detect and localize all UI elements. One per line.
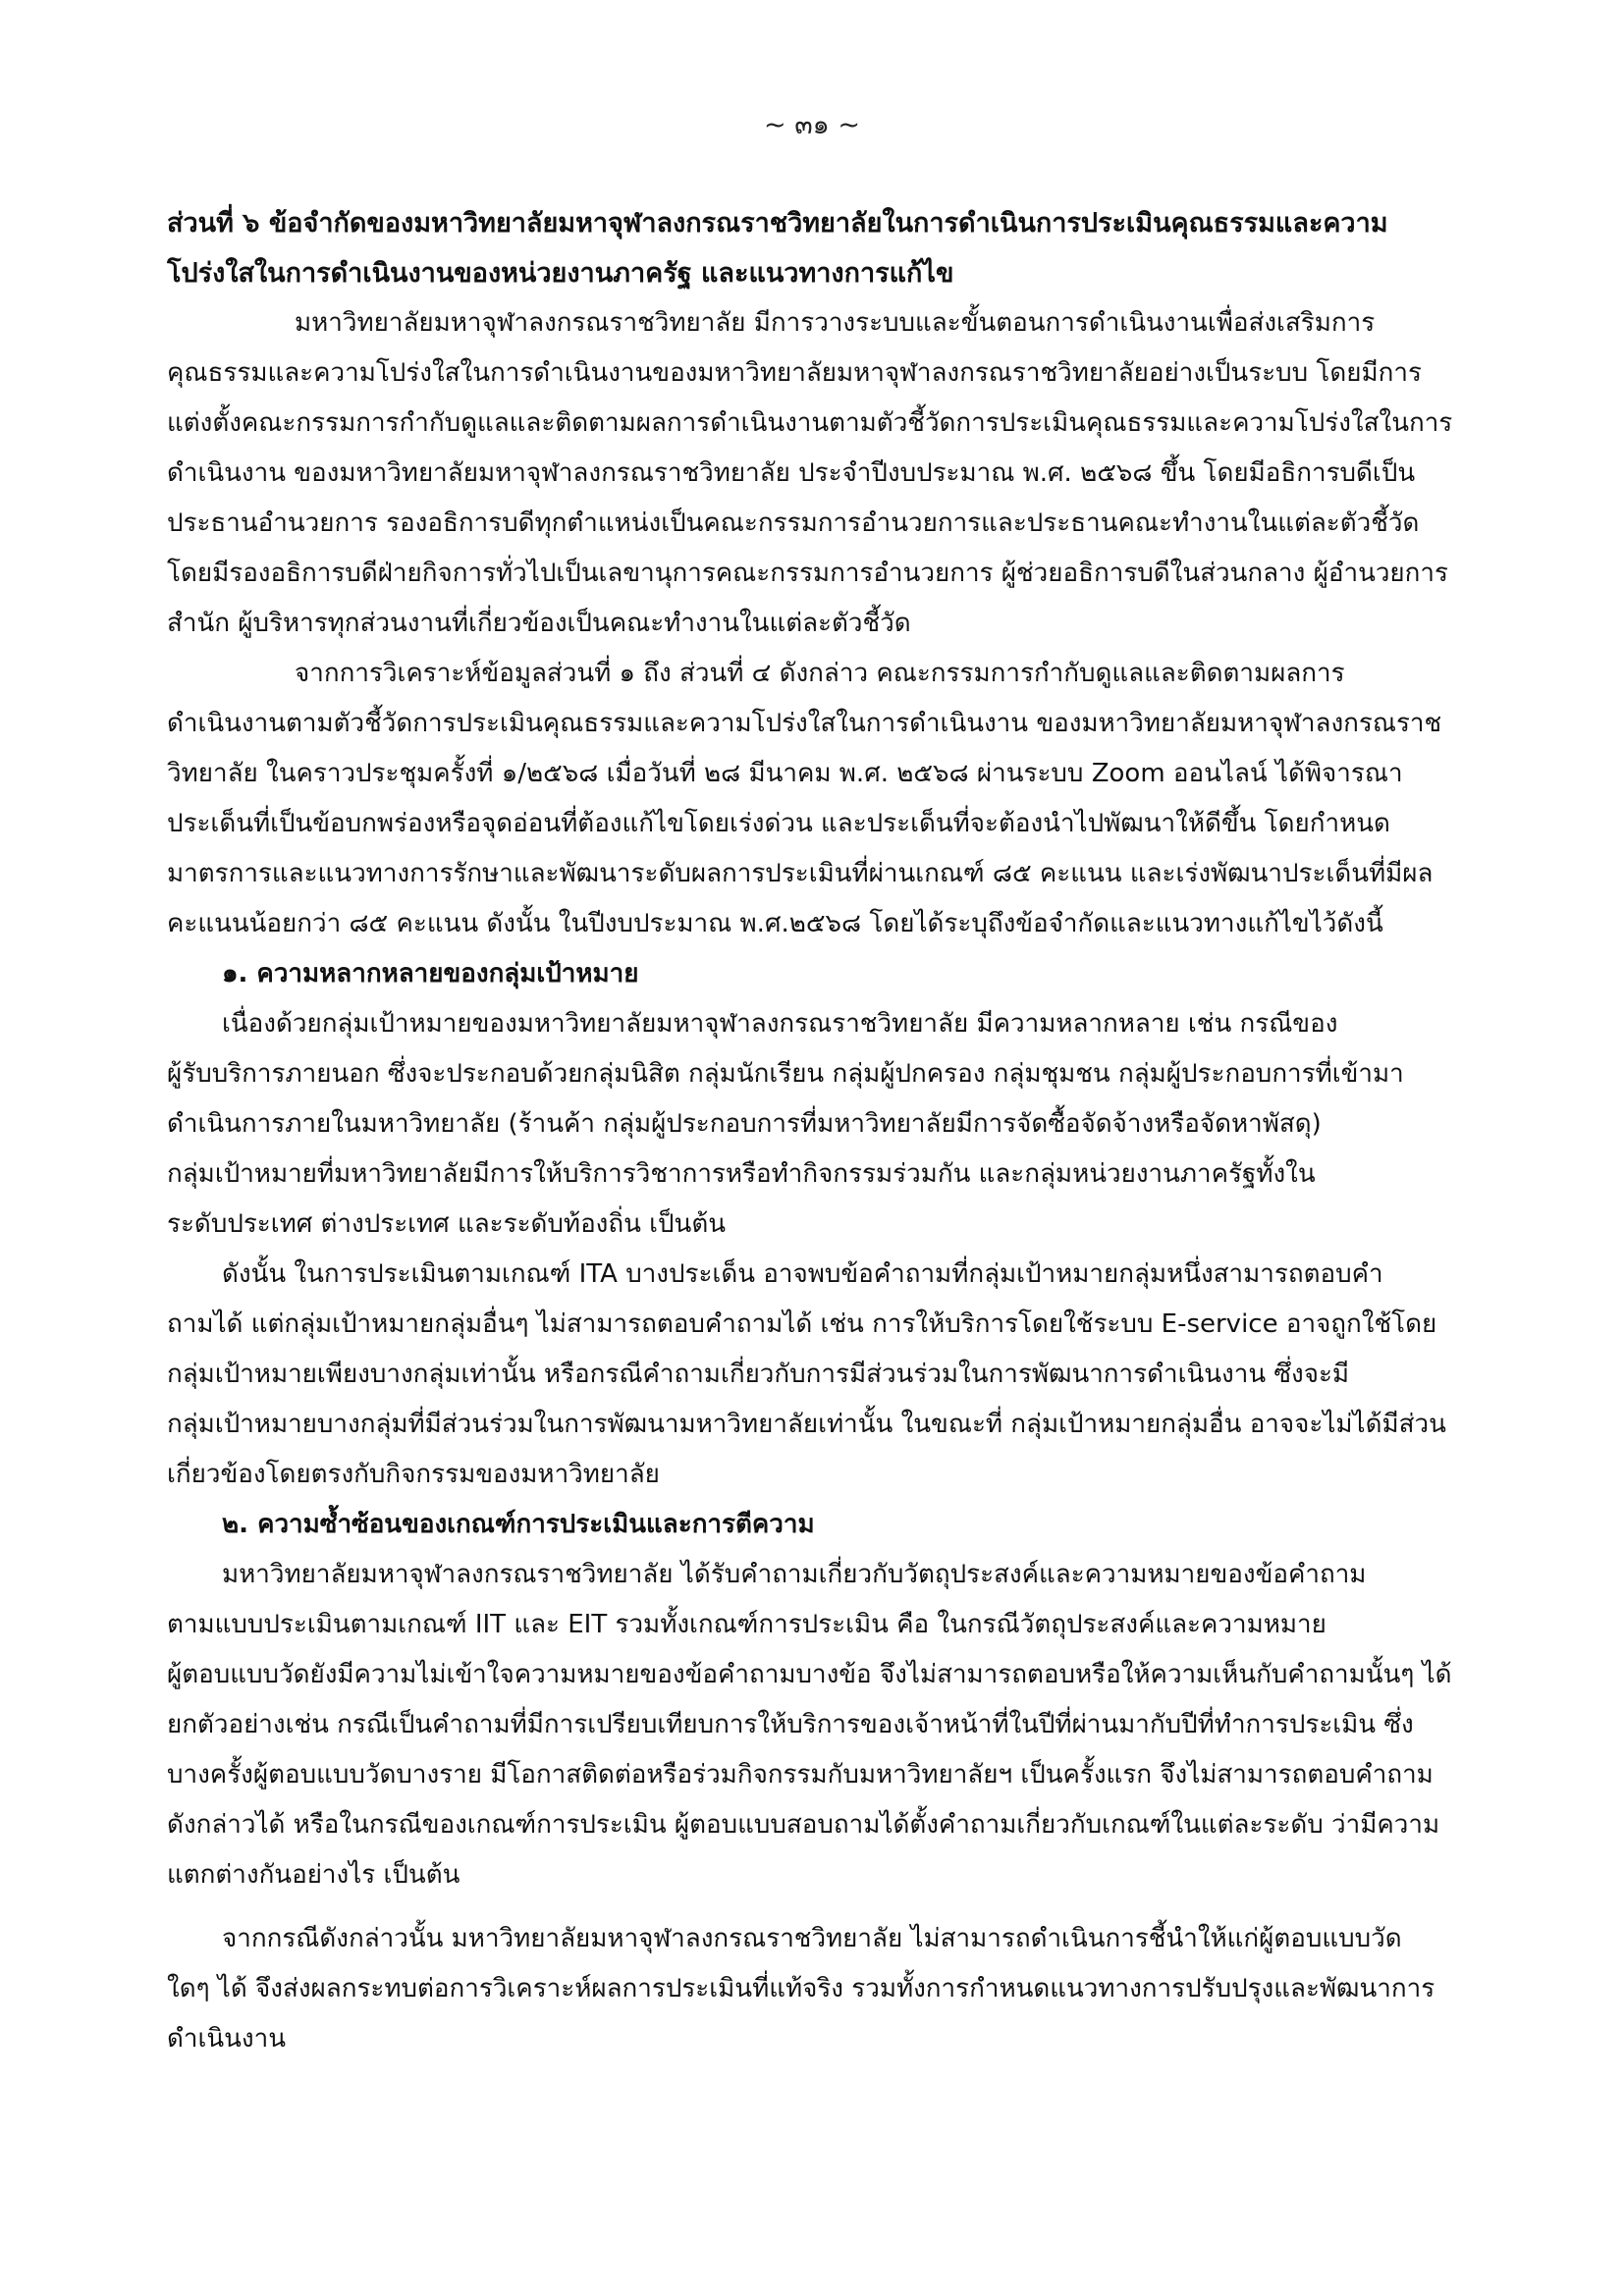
paragraph-line: คะแนนน้อยกว่า ๘๕ คะแนน ดังนั้น ในปีงบประมาณ พ.ศ.๒๕๖๘ โดยได้ระบุถึงข้อจำกัดและแนวทางแก้ไขไว้ดังนี้: [167, 909, 1383, 938]
paragraph-line: สำนัก ผู้บริหารทุกส่วนงานที่เกี่ยวข้องเป็นคณะทำงานในแต่ละตัวชี้วัด: [167, 609, 911, 638]
paragraph-line: มหาวิทยาลัยมหาจุฬาลงกรณราชวิทยาลัย ได้รับคำถามเกี่ยวกับวัตถุประสงค์และความหมายของข้อคำถาม: [222, 1560, 1367, 1589]
paragraph-line: ดำเนินงาน ของมหาวิทยาลัยมหาจุฬาลงกรณราชวิทยาลัย ประจำปีงบประมาณ พ.ศ. ๒๕๖๘ ขึ้น โดยมีอธิการบดีเป็น: [167, 458, 1416, 488]
paragraph-line: แตกต่างกันอย่างไร เป็นต้น: [167, 1860, 460, 1890]
paragraph-line: ยกตัวอย่างเช่น กรณีเป็นคำถามที่มีการเปรียบเทียบการให้บริการของเจ้าหน้าที่ในปีที่ผ่านมากับปีที่ทำการประเมิน ซึ่ง: [167, 1710, 1414, 1739]
section-title-line: โปร่งใสในการดำเนินงานของหน่วยงานภาครัฐ และแนวทางการแก้ไข: [167, 258, 954, 289]
item1-paragraph-1: [167, 999, 1468, 1250]
paragraph-line: จากการวิเคราะห์ข้อมูลส่วนที่ ๑ ถึง ส่วนที่ ๔ ดังกล่าว คณะกรรมการกำกับดูแลและติดตามผลการ: [295, 659, 1345, 688]
paragraph-line: กลุ่มเป้าหมายบางกลุ่มที่มีส่วนร่วมในการพัฒนามหาวิทยาลัยเท่านั้น ในขณะที่ กลุ่มเป้าหมายกลุ่มอื่น อาจจะไม่ได้มีส่วน: [167, 1410, 1446, 1439]
paragraph-line: บางครั้งผู้ตอบแบบวัดบางราย มีโอกาสติดต่อหรือร่วมกิจกรรมกับมหาวิทยาลัยฯ เป็นครั้งแรก จึงไม่สามารถตอบคำถาม: [167, 1760, 1434, 1789]
item1-paragraph-2: [167, 1250, 1468, 1500]
paragraph-line: ใดๆ ได้ จึงส่งผลกระทบต่อการวิเคราะห์ผลการประเมินที่แท้จริง รวมทั้งการกำหนดแนวทางการปรับปรุงและพัฒนาการ: [167, 1974, 1435, 2003]
section-heading: ๑. ความหลากหลายของกลุ่มเป้าหมาย: [222, 959, 639, 988]
paragraph-line: จากกรณีดังกล่าวนั้น มหาวิทยาลัยมหาจุฬาลงกรณราชวิทยาลัย ไม่สามารถดำเนินการชี้นำให้แก่ผู้ตอบแบบวัด: [222, 1924, 1402, 1953]
document-body: [167, 198, 1468, 2064]
heading-1: [167, 949, 1468, 999]
paragraph-line: ประธานอำนวยการ รองอธิการบดีทุกตำแหน่งเป็นคณะกรรมการอำนวยการและประธานคณะทำงานในแต่ละตัวชี้วัด: [167, 508, 1420, 538]
paragraph-line: มาตรการและแนวทางการรักษาและพัฒนาระดับผลการประเมินที่ผ่านเกณฑ์ ๘๕ คะแนน และเร่งพัฒนาประเด็นที่มีผล: [167, 859, 1434, 888]
paragraph-line: ดำเนินงานตามตัวชี้วัดการประเมินคุณธรรมและความโปร่งใสในการดำเนินงาน ของมหาวิทยาลัยมหาจุฬาลงกรณราช: [167, 709, 1442, 738]
section-heading: ๒. ความซ้ำซ้อนของเกณฑ์การประเมินและการตีความ: [222, 1510, 815, 1539]
paragraph-line: คุณธรรมและความโปร่งใสในการดำเนินงานของมหาวิทยาลัยมหาจุฬาลงกรณราชวิทยาลัยอย่างเป็นระบบ โดยมีการ: [167, 358, 1422, 388]
heading-2: [167, 1500, 1468, 1550]
section-title-line: ส่วนที่ ๖ ข้อจำกัดของมหาวิทยาลัยมหาจุฬาลงกรณราชวิทยาลัยในการดำเนินการประเมินคุณธรรมและความ: [167, 208, 1388, 239]
intro-paragraph: [167, 298, 1468, 649]
paragraph-line: แต่งตั้งคณะกรรมการกำกับดูแลและติดตามผลการดำเนินงานตามตัวชี้วัดการประเมินคุณธรรมและความโปร่งใสในการ: [167, 408, 1453, 438]
section-title: [167, 198, 1468, 298]
paragraph-line: ดำเนินการภายในมหาวิทยาลัย (ร้านค้า กลุ่มผู้ประกอบการที่มหาวิทยาลัยมีการจัดซื้อจัดจ้างหรือจัดหาพัสดุ): [167, 1109, 1322, 1139]
paragraph-line: ประเด็นที่เป็นข้อบกพร่องหรือจุดอ่อนที่ต้องแก้ไขโดยเร่งด่วน และประเด็นที่จะต้องนำไปพัฒนาให้ดีขึ้น โดยกำหนด: [167, 809, 1390, 838]
paragraph-line: วิทยาลัย ในคราวประชุมครั้งที่ ๑/๒๕๖๘ เมื่อวันที่ ๒๘ มีนาคม พ.ศ. ๒๕๖๘ ผ่านระบบ Zoom ออนไลน์ ได้พิจารณา: [167, 759, 1403, 788]
paragraph-line: ระดับประเทศ ต่างประเทศ และระดับท้องถิ่น เป็นต้น: [167, 1209, 726, 1239]
paragraph-line: มหาวิทยาลัยมหาจุฬาลงกรณราชวิทยาลัย มีการวางระบบและขั้นตอนการดำเนินงานเพื่อส่งเสริมการ: [295, 308, 1376, 338]
item2-paragraph-2: [167, 1914, 1468, 2064]
page-number: ~ ๓๑ ~: [763, 110, 860, 140]
paragraph-line: กลุ่มเป้าหมายเพียงบางกลุ่มเท่านั้น หรือกรณีคำถามเกี่ยวกับการมีส่วนร่วมในการพัฒนาการดำเนินงาน ซึ่งจะมี: [167, 1360, 1350, 1389]
paragraph-line: ถามได้ แต่กลุ่มเป้าหมายกลุ่มอื่นๆ ไม่สามารถตอบคำถามได้ เช่น การให้บริการโดยใช้ระบบ E-service อาจถูกใช้โดย: [167, 1309, 1437, 1339]
paragraph-line: ผู้ตอบแบบวัดยังมีความไม่เข้าใจความหมายของข้อคำถามบางข้อ จึงไม่สามารถตอบหรือให้ความเห็นกับคำถามนั้นๆ ได้: [167, 1660, 1452, 1689]
paragraph-line: ดังนั้น ในการประเมินตามเกณฑ์ ITA บางประเด็น อาจพบข้อคำถามที่กลุ่มเป้าหมายกลุ่มหนึ่งสามารถตอบคำ: [222, 1259, 1383, 1289]
analysis-paragraph: [167, 649, 1468, 949]
paragraph-line: เนื่องด้วยกลุ่มเป้าหมายของมหาวิทยาลัยมหาจุฬาลงกรณราชวิทยาลัย มีความหลากหลาย เช่น กรณีของ: [222, 1009, 1338, 1039]
paragraph-line: โดยมีรองอธิการบดีฝ่ายกิจการทั่วไปเป็นเลขานุการคณะกรรมการอำนวยการ ผู้ช่วยอธิการบดีในส่วนกลาง ผู้อำนวยการ: [167, 559, 1448, 588]
paragraph-line: ดำเนินงาน: [167, 2024, 286, 2054]
paragraph-line: กลุ่มเป้าหมายที่มหาวิทยาลัยมีการให้บริการวิชาการหรือทำกิจกรรมร่วมกัน และกลุ่มหน่วยงานภาครัฐทั้งใน: [167, 1159, 1316, 1189]
paragraph-line: ตามแบบประเมินตามเกณฑ์ IIT และ EIT รวมทั้งเกณฑ์การประเมิน คือ ในกรณีวัตถุประสงค์และความหมาย: [167, 1610, 1326, 1639]
item2-paragraph-1: [167, 1550, 1468, 1900]
paragraph-line: ผู้รับบริการภายนอก ซึ่งจะประกอบด้วยกลุ่มนิสิต กลุ่มนักเรียน กลุ่มผู้ปกครอง กลุ่มชุมชน กลุ่มผู้ประกอบการที่เข้ามา: [167, 1059, 1404, 1089]
paragraph-line: ดังกล่าวได้ หรือในกรณีของเกณฑ์การประเมิน ผู้ตอบแบบสอบถามได้ตั้งคำถามเกี่ยวกับเกณฑ์ในแต่ละระดับ ว่ามีความ: [167, 1810, 1440, 1840]
paragraph-line: เกี่ยวข้องโดยตรงกับกิจกรรมของมหาวิทยาลัย: [167, 1460, 660, 1489]
